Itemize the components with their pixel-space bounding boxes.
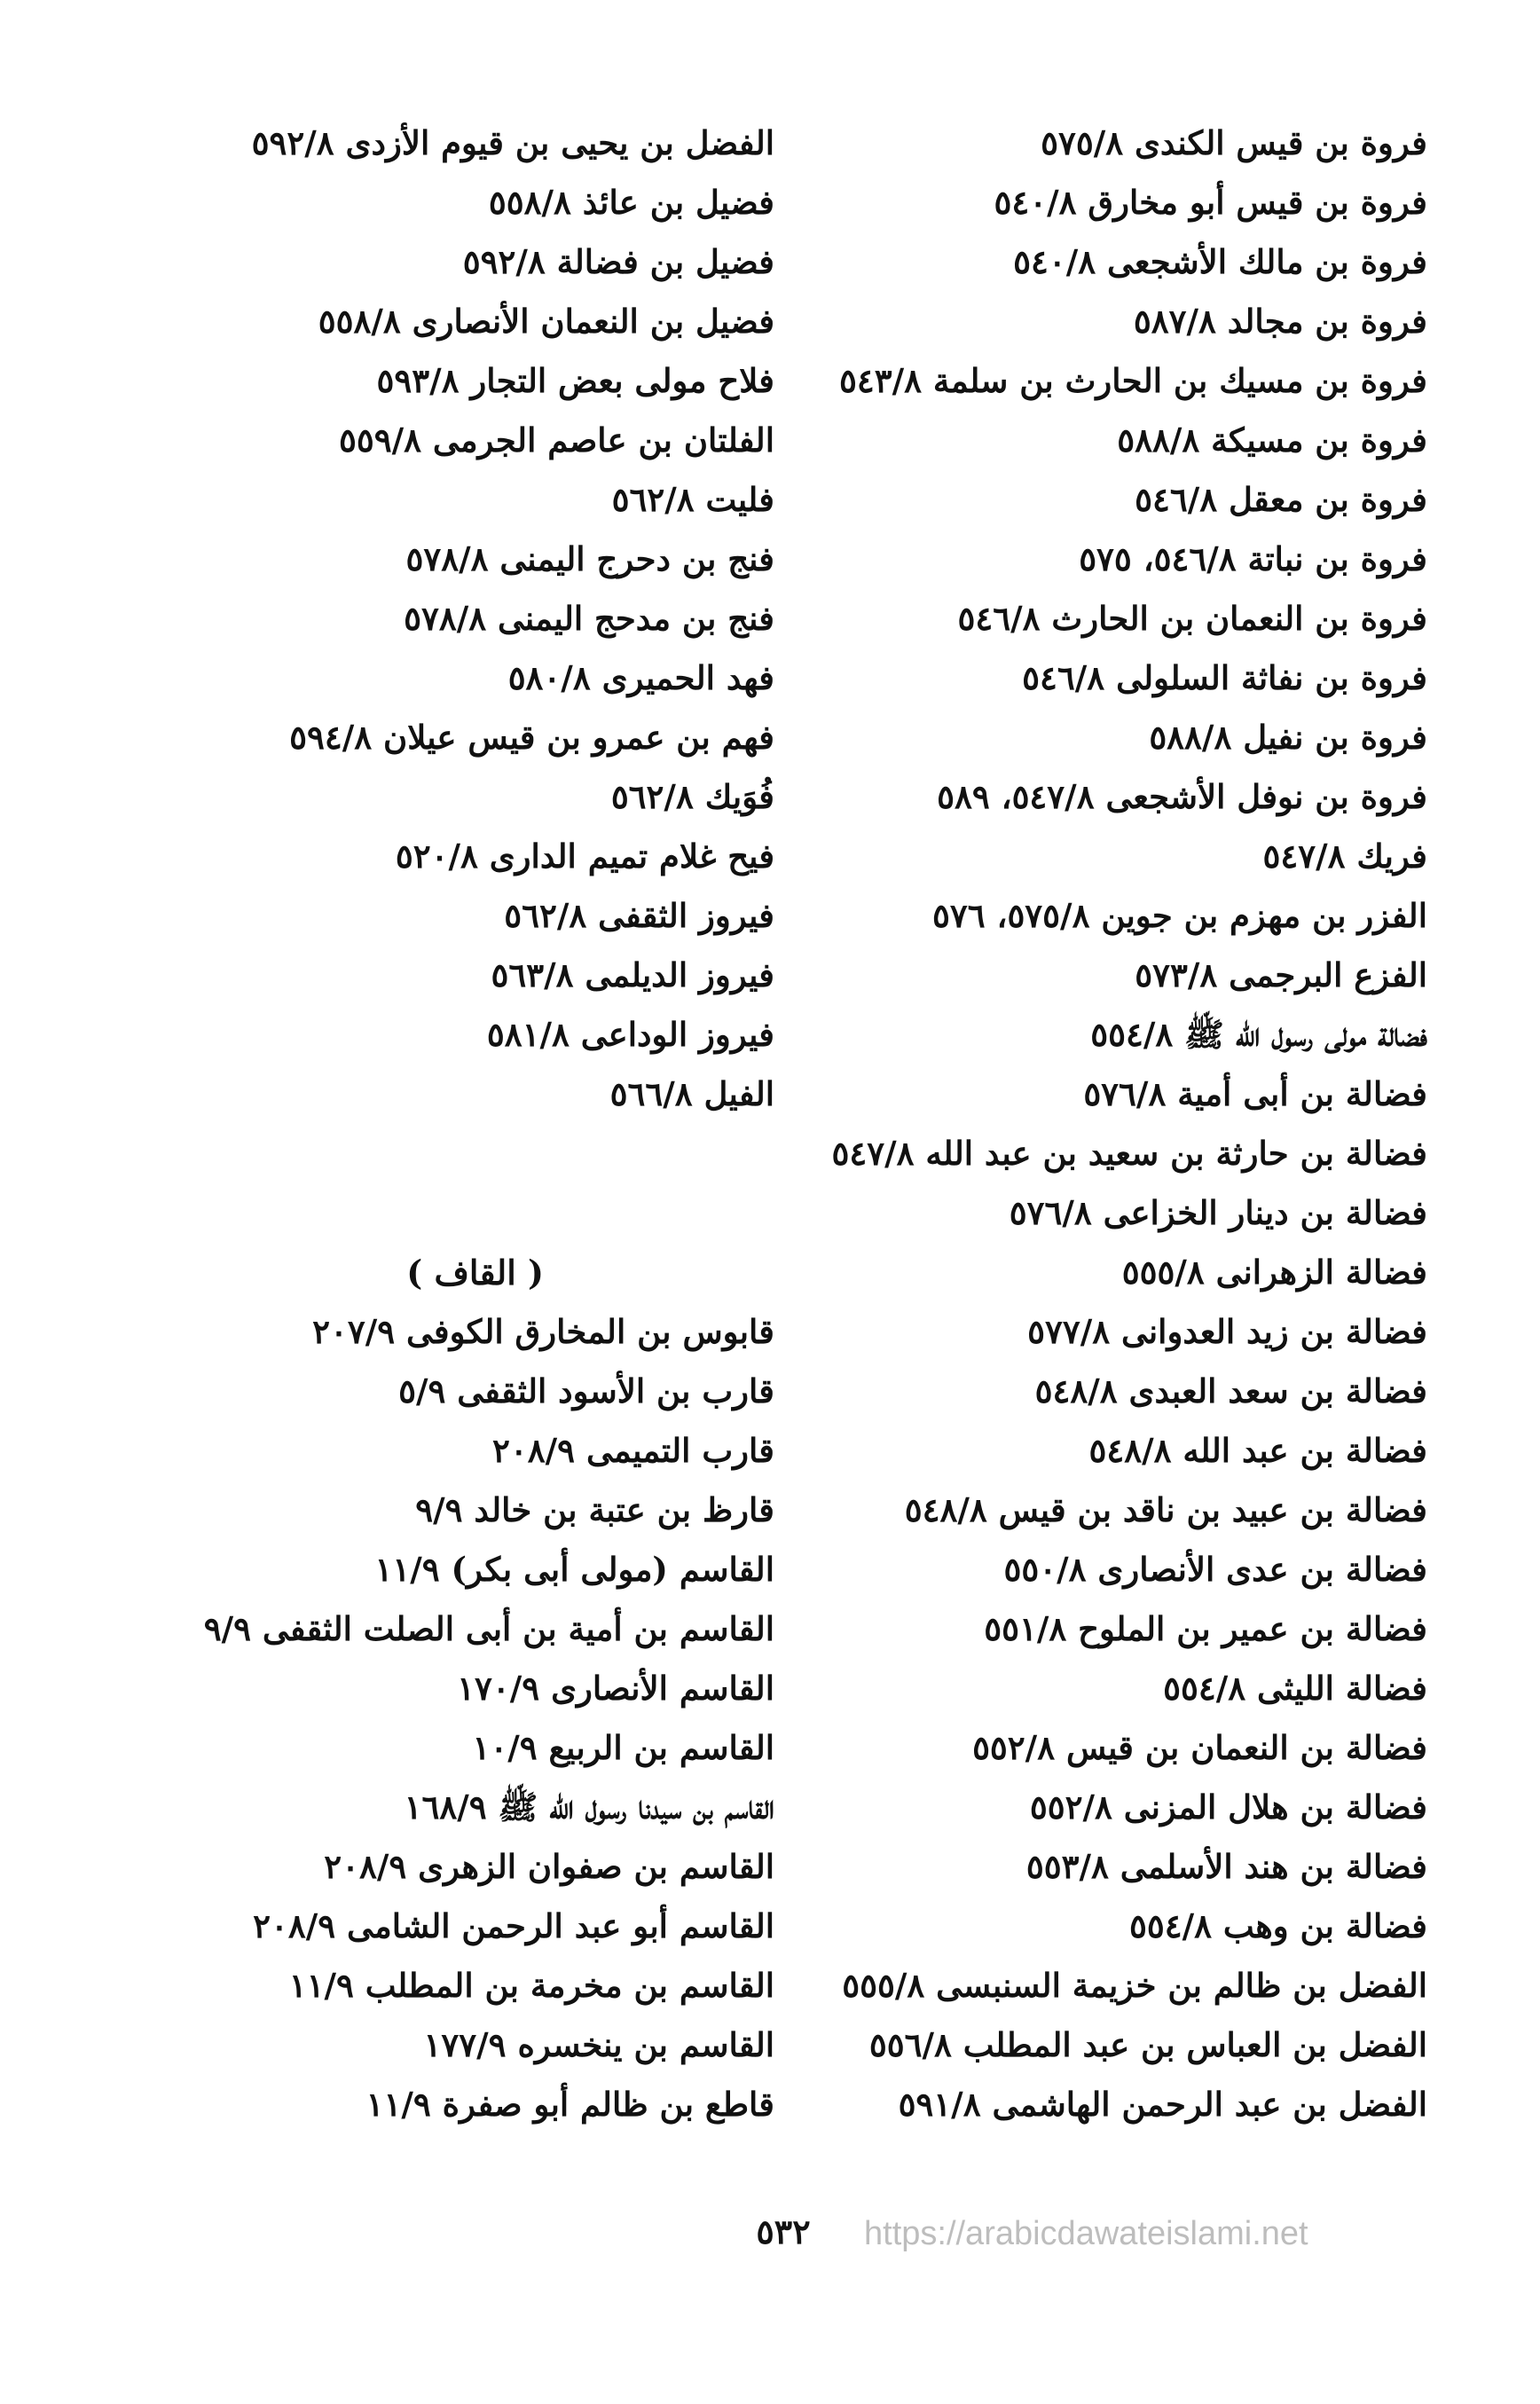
index-entry: الفلتان بن عاصم الجرمى ٥٥٩/٨ xyxy=(338,420,774,460)
index-entry: فهم بن عمرو بن قيس عيلان ٥٩٤/٨ xyxy=(289,718,774,757)
index-entry: القاسم أبو عبد الرحمن الشامى ٢٠٨/٩ xyxy=(253,1906,774,1945)
index-entry: القاسم بن صفوان الزهرى ٢٠٨/٩ xyxy=(324,1847,774,1886)
index-entry: فضيل بن فضالة ٥٩٢/٨ xyxy=(462,242,774,281)
index-entry: فيروز الثقفى ٥٦٢/٨ xyxy=(504,896,774,935)
index-entry: القاسم بن الربيع ١٠/٩ xyxy=(472,1728,774,1767)
index-entry: القاسم بن مخرمة بن المطلب ١١/٩ xyxy=(288,1966,774,2005)
index-entry: فروة بن مالك الأشجعى ٥٤٠/٨ xyxy=(1013,242,1427,281)
index-entry: فضالة بن هلال المزنى ٥٥٢/٨ xyxy=(1029,1787,1427,1827)
index-entry: فروة بن قيس أبو مخارق ٥٤٠/٨ xyxy=(994,183,1427,222)
index-entry: فروة بن النعمان بن الحارث ٥٤٦/٨ xyxy=(957,599,1427,638)
index-entry: القاسم الأنصارى ١٧٠/٩ xyxy=(457,1669,774,1708)
index-entry: فيروز الديلمى ٥٦٣/٨ xyxy=(491,955,774,994)
index-column-left-top xyxy=(153,114,774,1124)
index-entry: القاسم بن ينخسره ١٧٧/٩ xyxy=(423,2025,774,2064)
index-entry: الفضل بن يحيى بن قيوم الأزدى ٥٩٢/٨ xyxy=(251,123,774,162)
index-entry: فضالة بن زيد العدوانى ٥٧٧/٨ xyxy=(1027,1312,1427,1351)
index-entry: فضيل بن النعمان الأنصارى ٥٥٨/٨ xyxy=(318,302,774,341)
index-entry: فيح غلام تميم الدارى ٥٢٠/٨ xyxy=(395,837,774,876)
index-entry: فضالة بن أبى أمية ٥٧٦/٨ xyxy=(1083,1074,1427,1113)
index-entry: فضالة الليثى ٥٥٤/٨ xyxy=(1163,1669,1427,1708)
page-number: ٥٣٢ xyxy=(756,2212,811,2251)
index-entry: فضيل بن عائذ ٥٥٨/٨ xyxy=(488,183,774,222)
index-entry: فلاح مولى بعض التجار ٥٩٣/٨ xyxy=(376,361,774,400)
index-entry: فروة بن نباتة ٥٤٦/٨، ٥٧٥ xyxy=(1079,539,1427,578)
index-entry: فهد الحميرى ٥٨٠/٨ xyxy=(507,658,774,697)
index-entry: القاسم بن أمية بن أبى الصلت الثقفى ٩/٩ xyxy=(203,1609,774,1648)
index-entry: فروة بن نوفل الأشجعى ٥٤٧/٨، ٥٨٩ xyxy=(937,777,1427,816)
index-entry: قارب التميمى ٢٠٨/٩ xyxy=(492,1431,774,1470)
index-column-left xyxy=(153,114,774,2134)
index-entry: فليت ٥٦٢/٨ xyxy=(611,480,774,519)
index-entry: فُوَيك ٥٦٢/٨ xyxy=(610,777,774,816)
index-entry: فضالة بن وهب ٥٥٤/٨ xyxy=(1129,1906,1427,1945)
index-entry: قارظ بن عتبة بن خالد ٩/٩ xyxy=(415,1490,774,1529)
index-entry: فروة بن قيس الكندى ٥٧٥/٨ xyxy=(1041,123,1427,162)
index-entry: فيروز الوداعى ٥٨١/٨ xyxy=(486,1015,774,1054)
index-entry: قابوس بن المخارق الكوفى ٢٠٧/٩ xyxy=(312,1312,774,1351)
index-entry: الفضل بن العباس بن عبد المطلب ٥٥٦/٨ xyxy=(868,2025,1427,2064)
index-entry: الفزع البرجمى ٥٧٣/٨ xyxy=(1135,955,1427,994)
index-entry: الفضل بن عبد الرحمن الهاشمى ٥٩١/٨ xyxy=(898,2085,1427,2124)
index-entry: فضالة مولى رسول الله ﷺ ٥٥٤/٨ xyxy=(1090,1015,1427,1054)
index-entry: فضالة بن حارثة بن سعيد بن عبد الله ٥٤٧/٨ xyxy=(831,1134,1427,1173)
index-entry: الفيل ٥٦٦/٨ xyxy=(609,1074,774,1113)
index-entry: فروة بن مسيك بن الحارث بن سلمة ٥٤٣/٨ xyxy=(839,361,1427,400)
index-entry: فروة بن معقل ٥٤٦/٨ xyxy=(1135,480,1427,519)
index-entry: فنج بن دحرج اليمنى ٥٧٨/٨ xyxy=(405,539,774,578)
index-entry: فضالة بن دينار الخزاعى ٥٧٦/٨ xyxy=(1009,1193,1427,1232)
index-entry: فروة بن مسيكة ٥٨٨/٨ xyxy=(1117,420,1427,460)
index-entry: الفضل بن ظالم بن خزيمة السنبسى ٥٥٥/٨ xyxy=(842,1966,1427,2005)
index-entry: فضالة بن عدى الأنصارى ٥٥٠/٨ xyxy=(1003,1550,1427,1589)
index-entry: قاطع بن ظالم أبو صفرة ١١/٩ xyxy=(365,2085,774,2124)
index-entry: فضالة بن عبيد بن ناقد بن قيس ٥٤٨/٨ xyxy=(904,1490,1427,1529)
index-entry: القاسم بن سيدنا رسول الله ﷺ ١٦٨/٩ xyxy=(404,1787,774,1827)
section-heading-qaf: ( القاف ) xyxy=(406,1253,544,1292)
index-entry: فضالة بن النعمان بن قيس ٥٥٢/٨ xyxy=(972,1728,1427,1767)
index-entry: فضالة بن هند الأسلمى ٥٥٣/٨ xyxy=(1025,1847,1427,1886)
index-entry: فضالة بن عبد الله ٥٤٨/٨ xyxy=(1088,1431,1427,1470)
index-entry: فروة بن نفاثة السلولى ٥٤٦/٨ xyxy=(1022,658,1427,697)
index-column-left-bottom xyxy=(153,1302,774,2134)
index-entry: قارب بن الأسود الثقفى ٥/٩ xyxy=(398,1371,774,1410)
index-entry: فريك ٥٤٧/٨ xyxy=(1262,837,1427,876)
index-entry: الفزر بن مهزم بن جوين ٥٧٥/٨، ٥٧٦ xyxy=(931,896,1427,935)
index-entry: فروة بن مجالد ٥٨٧/٨ xyxy=(1133,302,1427,341)
index-entry: القاسم (مولى أبى بكر) ١١/٩ xyxy=(374,1550,774,1589)
index-entry: فروة بن نفيل ٥٨٨/٨ xyxy=(1149,718,1427,757)
index-entry: فضالة بن سعد العبدى ٥٤٨/٨ xyxy=(1034,1371,1427,1410)
index-entry: فنج بن مدحج اليمنى ٥٧٨/٨ xyxy=(404,599,774,638)
index-entry: فضالة بن عمير بن الملوح ٥٥١/٨ xyxy=(984,1609,1427,1648)
watermark-url: https://arabicdawateislami.net xyxy=(864,2215,1308,2252)
index-column-right xyxy=(831,114,1427,2134)
index-entry: فضالة الزهرانى ٥٥٥/٨ xyxy=(1121,1253,1427,1292)
